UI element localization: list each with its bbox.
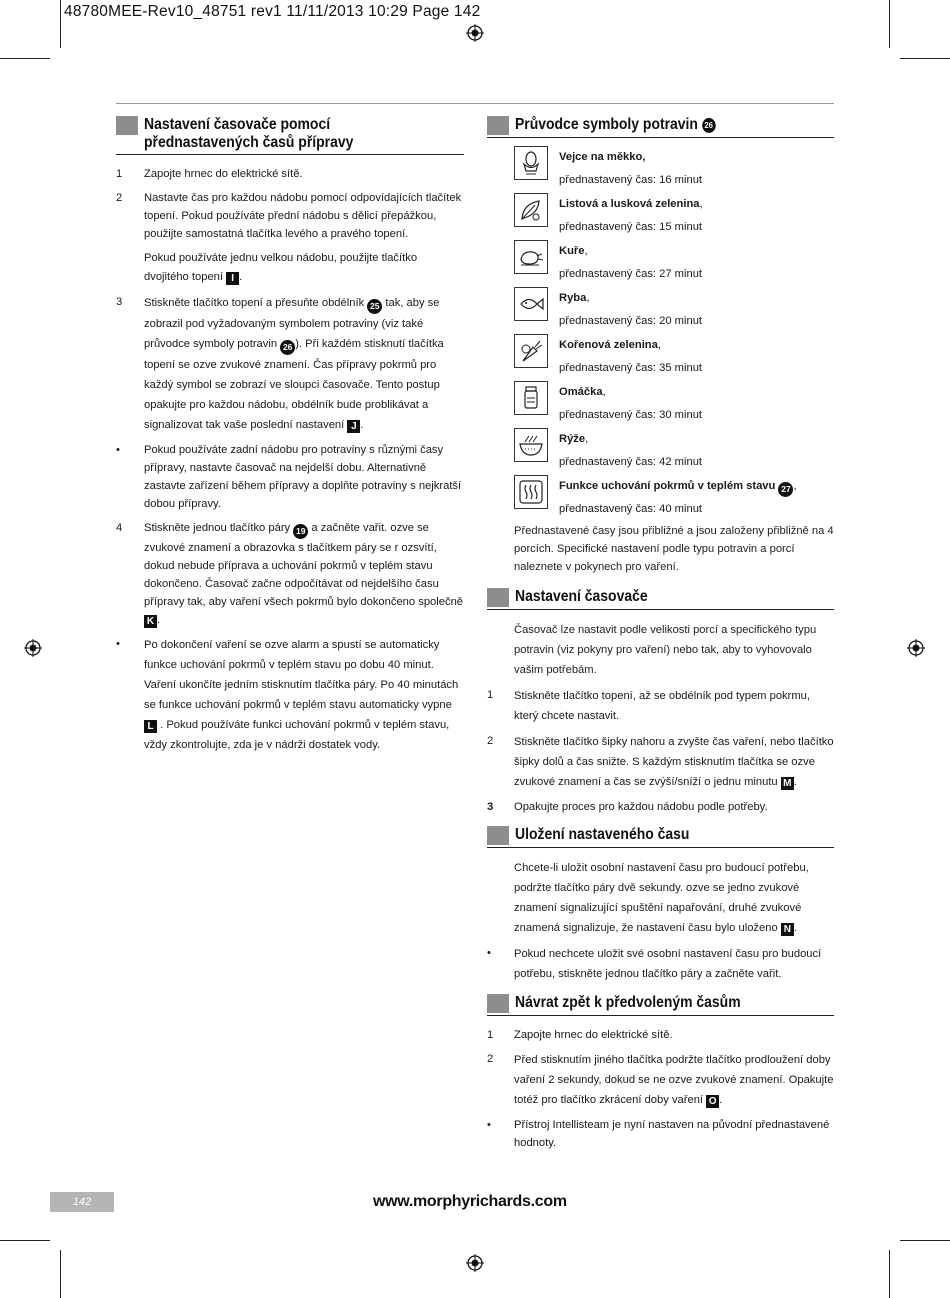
text-part: Zapojte hrnec do elektrické sítě. <box>514 1029 673 1041</box>
food-name: Kořenová zelenina <box>559 339 658 351</box>
item-text <box>514 1026 834 1044</box>
root-vegetable-icon <box>514 334 548 368</box>
food-row <box>487 240 834 287</box>
footer-url: www.morphyrichards.com <box>373 1193 567 1210</box>
egg-icon <box>514 146 548 180</box>
food-text <box>559 334 702 381</box>
item-number: 3 <box>116 296 123 308</box>
item-number: 2 <box>116 192 123 204</box>
item-text <box>514 1116 834 1152</box>
food-text <box>559 475 797 522</box>
list-item <box>116 519 464 629</box>
text-part: . <box>793 776 797 788</box>
display-key-icon: J <box>347 420 360 433</box>
display-key-icon: M <box>781 777 794 790</box>
heading-marker <box>487 116 509 135</box>
bullet: • <box>116 638 120 650</box>
text-part: Po dokončení vaření se ozve alarm a spustí se automaticky funkce uchování pokrmů v teplém stavu po dobu 40 minut. Vaření ukončíte jedním stisknutím tlačítka páry. Po 40 minutách se funkce uchování pokrmů v teplém stavu automaticky vypne <box>144 639 459 711</box>
food-name: Ryba <box>559 292 587 304</box>
section-heading-reset-defaults <box>487 994 834 1016</box>
food-preset-time: přednastavený čas: 16 minut <box>559 174 703 186</box>
item-number: 1 <box>116 168 123 180</box>
text-part: . <box>360 419 364 431</box>
list-item <box>116 165 464 183</box>
food-name: Funkce uchování pokrmů v teplém stavu <box>559 480 776 492</box>
food-preset-time: přednastavený čas: 20 minut <box>559 315 703 327</box>
number-badge-icon: 25 <box>367 299 382 314</box>
item-text <box>514 1050 834 1110</box>
food-preset-time: přednastavený čas: 40 minut <box>559 503 703 515</box>
food-text <box>559 240 702 287</box>
food-name-suffix: , <box>657 339 661 351</box>
text-part: Stiskněte tlačítko topení a přesuňte obdélník <box>144 297 368 309</box>
food-name-suffix: , <box>793 480 797 492</box>
keep-warm-icon <box>514 475 548 509</box>
item-number <box>116 249 144 287</box>
registration-mark-icon <box>24 639 42 657</box>
heading-text: Návrat zpět k předvoleným časům <box>515 994 741 1011</box>
registration-mark-icon <box>907 639 925 657</box>
food-name: Rýže <box>559 433 586 445</box>
heading-text: Uložení nastaveného času <box>515 826 690 843</box>
food-name-suffix: , <box>585 433 589 445</box>
save-text <box>514 858 834 938</box>
crop-mark <box>889 1250 890 1298</box>
fish-icon <box>514 287 548 321</box>
display-key-icon: L <box>144 720 157 733</box>
number-badge-icon: 19 <box>293 524 308 539</box>
bullet: • <box>116 444 120 456</box>
item-number: 1 <box>487 689 494 701</box>
item-text: Pokud používáte zadní nádobu pro potraviny s různými časy přípravy, nastavte časovač na nejdelší dobu. Alternativně zastavte zařízení během přípravy a doplňte potraviny s nejkratší dobou přípravy. <box>144 444 462 510</box>
text-part: Stiskněte tlačítko šipky nahoru a zvyšte čas vaření, nebo tlačítko šipky dolů a čas snižte. S každým stisknutím tlačítka se ozve zvukové znamení a čas se zvýší/sníží o jednu minutu <box>514 736 834 788</box>
list-item <box>487 732 834 792</box>
display-key-icon: I <box>226 272 239 285</box>
text-part: Před stisknutím jiného tlačítka podržte tlačítko prodloužení doby vaření 2 sekundy, dokud se ne ozve zvukové znamení. Opakujte totéž pro tlačítko zkrácení doby vaření <box>514 1054 834 1106</box>
food-text <box>559 287 702 334</box>
food-text <box>559 381 702 428</box>
display-key-icon: K <box>144 615 157 628</box>
list-item <box>487 1050 834 1110</box>
text-part: Stiskněte jednou tlačítko páry <box>144 522 294 534</box>
item-text <box>514 686 834 726</box>
crop-mark <box>0 1240 50 1241</box>
text-part: . <box>793 922 797 934</box>
list-item <box>116 441 464 513</box>
food-name-suffix: , <box>602 386 606 398</box>
item-text <box>514 798 834 816</box>
item-number: 1 <box>487 1029 494 1041</box>
food-name-suffix: , <box>586 292 590 304</box>
text-part: . <box>239 271 243 283</box>
text-part: Stiskněte tlačítko topení, až se obdélník pod typem pokrmu, který chcete nastavit. <box>514 690 811 722</box>
item-number: 2 <box>487 1053 494 1065</box>
section-heading-timer <box>487 588 834 610</box>
list-item <box>116 635 464 755</box>
right-column <box>487 116 834 1158</box>
food-row <box>487 428 834 475</box>
item-text <box>144 249 464 287</box>
left-column <box>116 116 464 761</box>
text-part: Přístroj Intellisteam je nyní nastaven na původní přednastavené hodnoty. <box>514 1119 830 1149</box>
page-number: 142 <box>50 1192 114 1212</box>
food-name: Vejce na měkko, <box>559 151 646 163</box>
item-text: Pokud nechcete uložit své osobní nastavení času pro budoucí potřebu, stiskněte jednou tlačítko páry a začněte vařit. <box>514 948 822 980</box>
display-key-icon: N <box>781 923 794 936</box>
food-preset-time: přednastavený čas: 30 minut <box>559 409 703 421</box>
heading-text <box>515 116 715 134</box>
item-text <box>144 293 464 435</box>
food-text <box>559 146 702 193</box>
food-row <box>487 475 834 522</box>
display-key-icon: O <box>706 1095 719 1108</box>
number-badge-icon: 26 <box>702 118 716 133</box>
section-heading-food-guide <box>487 116 834 138</box>
leaf-icon <box>514 193 548 227</box>
heading-text: Nastavení časovače <box>515 588 648 605</box>
food-name-suffix: , <box>584 245 588 257</box>
food-name-suffix: , <box>699 198 703 210</box>
heading-marker <box>116 116 138 135</box>
heading-marker <box>487 826 509 845</box>
item-number: 3 <box>487 801 494 813</box>
bullet: • <box>487 1119 491 1131</box>
food-row <box>487 146 834 193</box>
list-item <box>487 798 834 816</box>
food-name: Omáčka <box>559 386 603 398</box>
list-item <box>116 249 464 287</box>
text-part: . Pokud používáte funkci uchování pokrmů v teplém stavu, vždy zkontrolujte, zda je v nádrži dostatek vody. <box>144 719 450 751</box>
food-text <box>559 428 702 475</box>
crop-mark <box>60 0 61 48</box>
text-part: tak, aby se zobrazil pod vyžadovaným symbolem potraviny (viz také průvodce symboly potravin <box>144 297 440 350</box>
crop-mark <box>900 1240 950 1241</box>
food-text <box>559 193 703 240</box>
food-preset-time: přednastavený čas: 27 minut <box>559 268 703 280</box>
registration-mark-icon <box>466 24 484 42</box>
food-preset-time: přednastavený čas: 35 minut <box>559 362 703 374</box>
food-row <box>487 287 834 334</box>
item-text <box>514 732 834 792</box>
crop-mark <box>889 0 890 48</box>
item-text: Zapojte hrnec do elektrické sítě. <box>144 168 303 180</box>
top-rule <box>116 103 834 104</box>
rice-bowl-icon <box>514 428 548 462</box>
section-heading-save-time <box>487 826 834 848</box>
number-badge-icon: 26 <box>280 340 295 355</box>
food-preset-time: přednastavený čas: 15 minut <box>559 221 703 233</box>
item-text <box>144 519 464 629</box>
food-preset-time: přednastavený čas: 42 minut <box>559 456 703 468</box>
item-text: Nastavte čas pro každou nádobu pomocí odpovídajících tlačítek topení. Pokud používáte přední nádobu s dělicí přepážkou, použijte samostatná tlačítka levého a pravého topení. <box>144 192 462 240</box>
list-item <box>116 293 464 435</box>
heading-text: Nastavení časovače pomocí přednastavených časů přípravy <box>144 116 354 151</box>
timer-intro: Časovač lze nastavit podle velikosti porcí a specifického typu potravin (viz pokyny pro vaření) nebo tak, aby to vyhovovalo vašim potřebám. <box>514 624 817 676</box>
list-item <box>487 1116 834 1152</box>
crop-mark <box>900 58 950 59</box>
heading-marker <box>487 588 509 607</box>
item-number: 4 <box>116 522 123 534</box>
item-number: 2 <box>487 735 494 747</box>
text-part: . <box>719 1094 723 1106</box>
registration-mark-icon <box>466 1254 484 1272</box>
section-heading-preset-timer <box>116 116 464 155</box>
list-item <box>487 686 834 726</box>
print-slug: 48780MEE-Rev10_48751 rev1 11/11/2013 10:29 Page 142 <box>64 3 481 20</box>
food-name: Kuře <box>559 245 585 257</box>
text-part: ). Při každém stisknutí tlačítka topení se ozve zvukové znamení. Čas přípravy pokrmů pro každý symbol se zobrazí ve sloupci časovače. Tento postup opakujte pro každou nádobu, obdélník bude problikávat a signalizovat tak vaše poslední nastavení <box>144 338 444 431</box>
bullet: • <box>487 947 491 959</box>
number-badge-icon: 27 <box>778 482 793 497</box>
food-symbol-list <box>487 146 834 522</box>
list-item <box>116 189 464 243</box>
list-item <box>487 944 834 984</box>
item-text <box>144 635 464 755</box>
food-row <box>487 334 834 381</box>
text-part: Opakujte proces pro každou nádobu podle potřeby. <box>514 801 768 813</box>
heading-label: Průvodce symboly potravin <box>515 116 698 133</box>
heading-marker <box>487 994 509 1013</box>
crop-mark <box>0 58 50 59</box>
sauce-jar-icon <box>514 381 548 415</box>
crop-mark <box>60 1250 61 1298</box>
list-item <box>487 1026 834 1044</box>
food-row <box>487 193 834 240</box>
food-row <box>487 381 834 428</box>
text-part: a začněte vařit. ozve se zvukové znamení a obrazovka s tlačítkem páry se r ozsvítí, dokud nebude příprava a uchování pokrmů v teplém stavu dokončeno. Časovač začne odpočítávat od nejdelšího času přípravy tak, aby vaření všech pokrmů bylo dokončeno společně <box>144 522 464 608</box>
food-name: Listová a lusková zelenina <box>559 198 700 210</box>
text-part: Pokud používáte jednu velkou nádobu, použijte tlačítko dvojitého topení <box>144 252 418 283</box>
text-part: . <box>157 614 161 626</box>
text-part: Chcete-li uložit osobní nastavení času pro budoucí potřebu, podržte tlačítko páry dvě sekundy. ozve se jedno zvukové znamení signalizující spuštění napařování, druhé zvukové znamená signalizuje, že nastavení času bylo uloženo <box>514 862 809 934</box>
chicken-icon <box>514 240 548 274</box>
guide-note: Přednastavené časy jsou přibližné a jsou založeny přibližně na 4 porcích. Specifické nastavení podle typu potravin a porcí naleznete v pokynech pro vaření. <box>514 525 834 573</box>
